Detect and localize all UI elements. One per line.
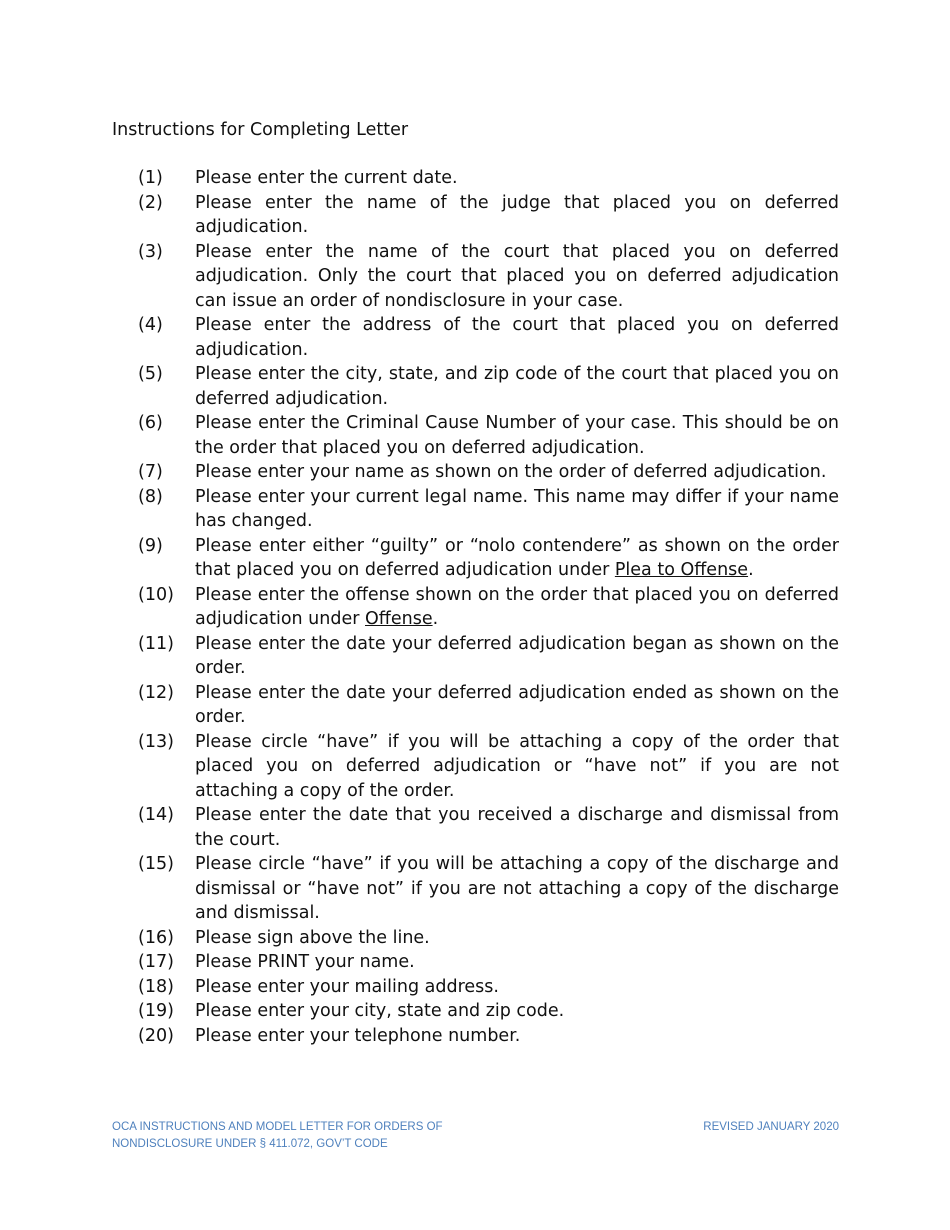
- item-number: (5): [138, 364, 163, 384]
- footer-title-line-1: OCA INSTRUCTIONS AND MODEL LETTER FOR ORDERS OF: [112, 1121, 443, 1133]
- item-number: (17): [138, 952, 174, 972]
- list-item: [138, 852, 839, 926]
- item-text: Please enter the date your deferred adjudication began as shown on the order.: [195, 633, 839, 678]
- list-item: [138, 975, 839, 1000]
- item-text: Please enter your telephone number.: [195, 1025, 521, 1046]
- item-number: (11): [138, 633, 174, 654]
- list-item: [138, 999, 839, 1024]
- item-number: (13): [138, 731, 174, 752]
- item-number: (1): [138, 168, 163, 188]
- list-item: [138, 191, 839, 240]
- item-text: Please enter your current legal name. This name may differ if your name has changed.: [195, 486, 839, 531]
- item-text: Please sign above the line.: [195, 927, 430, 948]
- item-number: (19): [138, 1001, 174, 1021]
- list-item: [138, 460, 839, 485]
- footer-title-line-2: NONDISCLOSURE UNDER § 411.072, GOV’T CODE: [112, 1138, 388, 1150]
- list-item: [138, 166, 839, 191]
- item-number: (20): [138, 1025, 174, 1046]
- list-item: [138, 632, 839, 681]
- list-item: [138, 411, 839, 460]
- item-number: (15): [138, 854, 174, 874]
- item-number: (9): [138, 535, 163, 556]
- item-text: Please enter the name of the court that placed you on deferred adjudication. Only the court that placed you on deferred adjudication can issue an order of nondisclosure in your case.: [195, 241, 839, 311]
- item-number: (2): [138, 192, 163, 213]
- item-number: (12): [138, 682, 174, 703]
- item-text: Please enter the current date.: [195, 168, 458, 188]
- underlined-term: Offense: [365, 609, 433, 629]
- item-text: Please enter the city, state, and zip code of the court that placed you on deferred adjudication.: [195, 364, 839, 409]
- item-number: (7): [138, 462, 163, 482]
- item-text: Please enter the offense shown on the order that placed you on deferred adjudication under Offense.: [195, 584, 839, 629]
- list-item: [138, 803, 839, 852]
- item-text: Please enter the address of the court that placed you on deferred adjudication.: [195, 315, 839, 360]
- item-text: Please circle “have” if you will be attaching a copy of the order that placed you on deferred adjudication or “have not” if you are not attaching a copy of the order.: [195, 731, 839, 801]
- list-item: [138, 926, 839, 951]
- list-item: [138, 1024, 839, 1049]
- item-number: (10): [138, 584, 174, 605]
- item-text: Please enter the date that you received a discharge and dismissal from the court.: [195, 805, 839, 850]
- list-item: [138, 534, 839, 583]
- list-item: [138, 313, 839, 362]
- item-text: Please circle “have” if you will be attaching a copy of the discharge and dismissal or “have not” if you are not attaching a copy of the discharge and dismissal.: [195, 854, 839, 923]
- item-text: Please PRINT your name.: [195, 952, 415, 972]
- list-item: [138, 730, 839, 804]
- list-item: [138, 583, 839, 632]
- item-number: (16): [138, 927, 174, 948]
- footer-revision-date: REVISED JANUARY 2020: [703, 1121, 839, 1133]
- item-number: (3): [138, 241, 163, 262]
- list-item: [138, 485, 839, 534]
- page-title: Instructions for Completing Letter: [112, 120, 409, 140]
- item-number: (8): [138, 486, 163, 507]
- item-number: (6): [138, 413, 163, 433]
- item-text: Please enter your mailing address.: [195, 976, 499, 997]
- item-text: Please enter your city, state and zip code.: [195, 1001, 565, 1021]
- item-text: Please enter the Criminal Cause Number of your case. This should be on the order that placed you on deferred adjudication.: [195, 413, 839, 458]
- list-item: [138, 681, 839, 730]
- item-text: Please enter the date your deferred adjudication ended as shown on the order.: [195, 682, 839, 727]
- list-item: [138, 362, 839, 411]
- item-text: Please enter either “guilty” or “nolo contendere” as shown on the order that placed you on deferred adjudication under Plea to Offense.: [195, 535, 839, 580]
- underlined-term: Plea to Offense: [614, 560, 749, 580]
- footer-document-title: [112, 1119, 443, 1153]
- item-text: Please enter your name as shown on the order of deferred adjudication.: [195, 462, 827, 482]
- item-number: (4): [138, 315, 163, 335]
- item-text: Please enter the name of the judge that placed you on deferred adjudication.: [195, 192, 839, 237]
- item-number: (18): [138, 976, 174, 997]
- list-item: [138, 950, 839, 975]
- list-item: [138, 240, 839, 314]
- instruction-list: [138, 166, 839, 1048]
- item-number: (14): [138, 805, 174, 825]
